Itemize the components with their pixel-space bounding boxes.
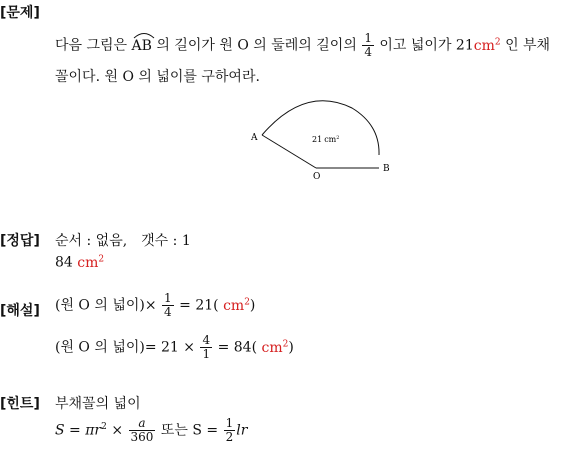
problem-line-1 xyxy=(55,32,550,59)
section-hint-heading: [힌트] xyxy=(0,396,40,412)
hint-frac1-num xyxy=(129,417,156,431)
expl2-frac-den: 1 xyxy=(202,347,211,361)
figure-label-b: B xyxy=(383,164,390,174)
problem-frac-num: 1 xyxy=(364,31,372,45)
section-problem-heading: [문제] xyxy=(0,5,40,21)
figure-label-a: A xyxy=(251,133,258,143)
explanation-line-2 xyxy=(55,334,294,361)
answer-value: 84 xyxy=(55,254,73,271)
problem-text-1a: 다음 그림은 xyxy=(55,37,128,54)
problem-text-1d: 인 부채 xyxy=(505,37,551,54)
hint-frac2-den: 2 xyxy=(225,430,234,444)
hint-formula xyxy=(55,417,247,444)
expl2-unit xyxy=(257,340,288,356)
figure-area-exp: 2 xyxy=(336,135,340,141)
expl2-frac-num: 4 xyxy=(202,333,211,347)
expl1-unit xyxy=(219,298,250,314)
hint-formula-times: × xyxy=(111,422,124,439)
expl1-text-a: (원 O 의 넓이)× xyxy=(55,297,157,314)
expl1-frac-den: 4 xyxy=(164,305,172,319)
answer-meta: 순서 : 없음, 갯수 : 1 xyxy=(55,233,191,249)
answer-unit xyxy=(73,255,104,271)
hint-fraction-1 xyxy=(129,417,156,444)
hint-fraction-2 xyxy=(224,417,236,444)
hint-frac2-num: 1 xyxy=(225,416,234,430)
expl2-text-b: = 84( xyxy=(217,339,258,356)
problem-text-1c: 이고 넓이가 21 xyxy=(379,37,474,54)
hint-frac1-den: 360 xyxy=(130,430,154,444)
hint-frac1-num-text: a xyxy=(138,416,146,430)
hint-formula-exp: 2 xyxy=(101,421,107,432)
expl2-unit-text: cm xyxy=(261,339,283,356)
sector-figure xyxy=(245,95,405,185)
answer-value-line xyxy=(55,254,104,271)
figure-area-unit: cm xyxy=(324,135,337,144)
expl2-fraction xyxy=(200,334,212,361)
problem-frac-den: 4 xyxy=(364,45,372,59)
problem-line-2: 꼴이다. 원 O 의 넓이를 구하여라. xyxy=(55,69,260,85)
expl1-text-c: ) xyxy=(249,297,256,314)
section-explanation-heading: [해설] xyxy=(0,303,40,319)
figure-area-label xyxy=(312,135,339,144)
problem-fraction xyxy=(362,32,374,59)
expl1-unit-text: cm xyxy=(223,297,245,314)
explanation-line-1 xyxy=(55,292,255,319)
arc-mark-icon xyxy=(132,31,156,39)
hint-formula-d: lr xyxy=(236,422,248,439)
problem-unit xyxy=(474,38,501,54)
hint-formula-a: S = πr xyxy=(55,422,102,439)
arc-ab-label xyxy=(132,38,152,54)
section-answer-heading: [정답] xyxy=(0,233,40,249)
arc-ab-text: AB xyxy=(131,37,152,54)
expl2-text-a: (원 O 의 넓이)= 21 × xyxy=(55,339,196,356)
expl1-unit-exp: 2 xyxy=(244,296,250,307)
expl2-unit-exp: 2 xyxy=(282,338,289,349)
figure-area-value: 21 xyxy=(312,135,323,144)
answer-unit-text: cm xyxy=(77,254,99,271)
answer-unit-exp: 2 xyxy=(98,254,105,264)
hint-title: 부채꼴의 넓이 xyxy=(55,396,141,412)
expl1-fraction xyxy=(162,292,174,319)
problem-unit-exp: 2 xyxy=(494,36,501,47)
hint-formula-c: 또는 S = xyxy=(160,422,219,439)
sector-radius-oa xyxy=(262,135,316,168)
problem-unit-text: cm xyxy=(473,37,495,54)
expl2-text-c: ) xyxy=(288,339,294,356)
sector-arc xyxy=(262,101,379,155)
expl1-frac-num: 1 xyxy=(164,291,172,305)
expl1-text-b: = 21( xyxy=(179,297,219,314)
problem-text-1b: 의 길이가 원 O 의 둘레의 길이의 xyxy=(156,37,357,54)
figure-label-o: O xyxy=(313,172,321,182)
